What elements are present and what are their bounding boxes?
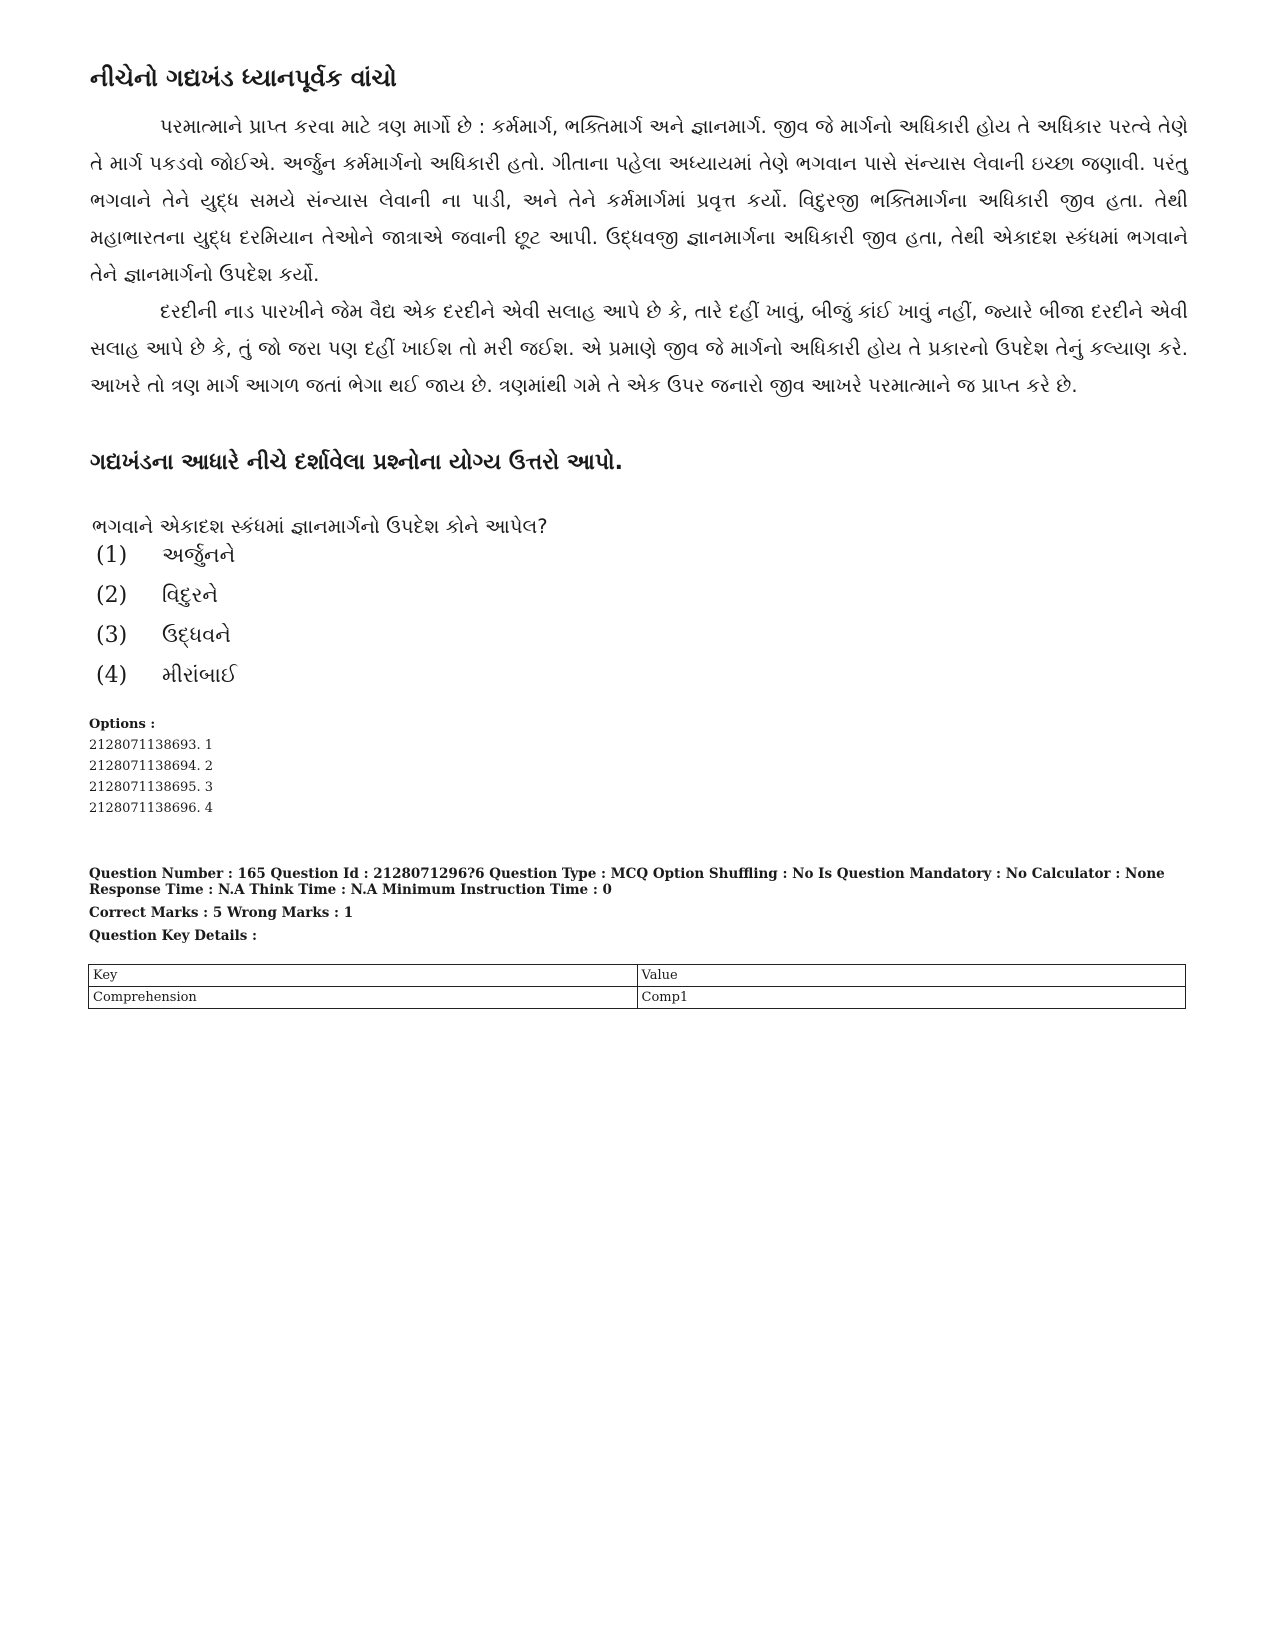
passage-paragraph-1: પરમાત્માને પ્રાપ્ત કરવા માટે ત્રણ માર્ગો છે : કર્મમાર્ગ, ભક્તિમાર્ગ અને જ્ઞાનમાર્ગ. જીવ જે માર્ગનો અધિકારી હોય તે અધિકાર પરત્વે તેણે તે માર્ગ પકડવો જોઈએ. અર્જુન કર્મમાર્ગનો અધિકારી હતો. ગીતાના પહેલા અધ્યાયમાં તેણે ભગવાન પાસે સંન્યાસ લેવાની ઇચ્છા જણાવી. પરંતુ ભગવાને તેને યુદ્ધ સમયે સંન્યાસ લેવાની ના પાડી, અને તેને કર્મમાર્ગમાં પ્રવૃત્ત કર્યો. વિદુરજી ભક્તિમાર્ગના અધિકારી જીવ હતા. તેથી મહાભારતના યુદ્ધ દરમિયાન તેઓને જાત્રાએ જવાની છૂટ આપી. ઉદ્ધવજી જ્ઞાનમાર્ગના અધિકારી જીવ હતા, તેથી એકાદશ સ્કંધમાં ભગવાને તેને જ્ઞાનમાર્ગનો ઉપદેશ કર્યો.: [90, 115, 1188, 286]
answer-option-text: વિદુરને: [162, 582, 219, 607]
key-details-table: [88, 964, 1186, 1009]
answer-option-1: [96, 537, 235, 573]
answer-option-text: ઉદ્ધવને: [162, 622, 231, 647]
answer-option-3: [96, 617, 231, 653]
answer-option-4: [96, 657, 237, 693]
question-meta-line-1: Question Number : 165 Question Id : 2128071296?6 Question Type : MCQ Option Shuffling : No Is Question Mandatory : No Calculator : None: [89, 866, 1165, 882]
answer-option-number: (4): [96, 662, 128, 688]
question-meta-line-2: Response Time : N.A Think Time : N.A Minimum Instruction Time : 0: [89, 882, 612, 898]
table-row: [89, 987, 1186, 1009]
key-details-label: Question Key Details :: [89, 928, 258, 944]
instruction-heading: ગદ્યખંડના આધારે નીચે દર્શાવેલા પ્રશ્નોના યોગ્ય ઉત્તરો આપો.: [90, 450, 623, 475]
marks-line: Correct Marks : 5 Wrong Marks : 1: [89, 905, 354, 921]
option-id: 2128071138693. 1: [89, 738, 214, 753]
passage-paragraph-2: દરદીની નાડ પારખીને જેમ વૈદ્ય એક દરદીને એવી સલાહ આપે છે કે, તારે દહીં ખાવું, બીજું કાંઈ ખાવું નહીં, જ્યારે બીજા દરદીને એવી સલાહ આપે છે કે, તું જો જરા પણ દહીં ખાઈશ તો મરી જઈશ. એ પ્રમાણે જીવ જે માર્ગનો અધિકારી હોય તે પ્રકારનો ઉપદેશ તેનું કલ્યાણ કરે. આખરે તો ત્રણ માર્ગ આગળ જતાં ભેગા થઈ જાય છે. ત્રણમાંથી ગમે તે એક ઉપર જનારો જીવ આખરે પરમાત્માને જ પ્રાપ્ત કરે છે.: [90, 300, 1188, 397]
option-id: 2128071138695. 3: [89, 780, 214, 795]
answer-option-text: અર્જુનને: [162, 542, 236, 567]
table-cell-key: Comprehension: [89, 987, 638, 1009]
answer-option-text: મીરાંબાઈ: [162, 662, 238, 687]
passage-heading: નીચેનો ગદ્યખંડ ધ્યાનપૂર્વક વાંચો: [90, 64, 397, 92]
table-cell-value: Comp1: [637, 987, 1186, 1009]
table-header-value: Value: [637, 965, 1186, 987]
question-text: ભગવાને એકાદશ સ્કંધમાં જ્ઞાનમાર્ગનો ઉપદેશ કોને આપેલ?: [92, 515, 548, 538]
table-header-row: [89, 965, 1186, 987]
answer-option-number: (1): [96, 542, 128, 568]
table-header-key: Key: [89, 965, 638, 987]
answer-option-number: (2): [96, 582, 128, 608]
answer-option-number: (3): [96, 622, 128, 648]
options-label: Options :: [89, 717, 156, 732]
option-id: 2128071138696. 4: [89, 801, 214, 816]
option-id: 2128071138694. 2: [89, 759, 214, 774]
answer-option-2: [96, 577, 218, 613]
